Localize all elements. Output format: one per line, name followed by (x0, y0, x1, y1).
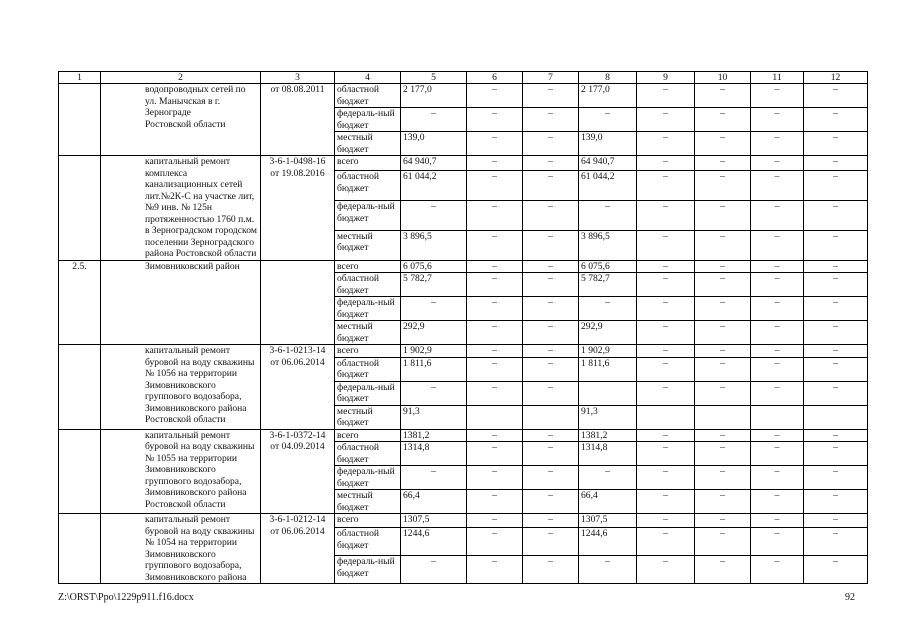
value-cell: – (637, 156, 695, 171)
value-cell: – (695, 321, 751, 345)
page-number: 92 (845, 592, 855, 603)
value-cell: – (637, 466, 695, 490)
value-cell: – (804, 528, 868, 556)
value-cell: – (523, 273, 579, 297)
header-cell: 2 (101, 72, 261, 84)
header-cell: 6 (467, 72, 523, 84)
value-cell: – (523, 345, 579, 358)
value-cell: – (467, 514, 523, 528)
value-cell: 292,9 (401, 321, 467, 345)
value-cell: – (467, 345, 523, 358)
value-cell: – (804, 466, 868, 490)
value-cell: – (804, 201, 868, 231)
value-cell: – (637, 528, 695, 556)
value-cell: – (695, 357, 751, 381)
value-cell: – (467, 273, 523, 297)
value-cell: – (751, 297, 804, 321)
value-cell: – (523, 132, 579, 156)
value-cell: – (804, 156, 868, 171)
row-number (59, 514, 101, 584)
value-cell: – (523, 514, 579, 528)
value-cell: – (523, 321, 579, 345)
value-cell: – (695, 171, 751, 201)
value-cell: – (695, 556, 751, 584)
value-cell: – (804, 442, 868, 466)
funding-source: областной бюджет (335, 171, 401, 201)
funding-source: федераль-ный бюджет (335, 201, 401, 231)
funding-source: федераль-ный бюджет (335, 108, 401, 132)
value-cell: 1314,8 (401, 442, 467, 466)
value-cell: – (804, 490, 868, 514)
value-cell: – (523, 466, 579, 490)
value-cell: – (579, 556, 637, 584)
value-cell: 3 896,5 (401, 230, 467, 260)
value-cell: – (751, 273, 804, 297)
table-row (59, 345, 868, 358)
value-cell: – (637, 230, 695, 260)
value-cell: 1 902,9 (401, 345, 467, 358)
value-cell: – (467, 466, 523, 490)
value-cell: 6 075,6 (401, 260, 467, 273)
value-cell: – (751, 260, 804, 273)
value-cell: – (523, 84, 579, 108)
value-cell: – (401, 297, 467, 321)
object-name: капитальный ремонт буровой на воду скважины № 1055 на территории Зимовниковского группового водозабора, Зимовниковского района Ростовской области (101, 429, 261, 514)
value-cell: – (804, 230, 868, 260)
value-cell: – (695, 442, 751, 466)
funding-source: федераль-ный бюджет (335, 466, 401, 490)
value-cell: – (804, 132, 868, 156)
value-cell: – (467, 357, 523, 381)
table-body (59, 72, 868, 584)
value-cell: – (695, 466, 751, 490)
value-cell: – (467, 381, 523, 405)
value-cell: – (695, 132, 751, 156)
value-cell: 2 177,0 (401, 84, 467, 108)
value-cell: – (467, 321, 523, 345)
value-cell: – (467, 442, 523, 466)
funding-source: всего (335, 429, 401, 442)
value-cell: 64 940,7 (401, 156, 467, 171)
table-row (59, 260, 868, 273)
value-cell: 292,9 (579, 321, 637, 345)
value-cell: – (695, 345, 751, 358)
value-cell: 91,3 (579, 405, 637, 429)
value-cell: – (523, 429, 579, 442)
value-cell: – (523, 201, 579, 231)
value-cell: – (695, 429, 751, 442)
header-cell: 9 (637, 72, 695, 84)
value-cell: – (637, 442, 695, 466)
header-cell: 10 (695, 72, 751, 84)
value-cell: – (804, 357, 868, 381)
value-cell: 66,4 (579, 490, 637, 514)
value-cell: – (401, 381, 467, 405)
value-cell: – (751, 556, 804, 584)
value-cell: – (804, 260, 868, 273)
value-cell: – (637, 556, 695, 584)
value-cell: – (695, 490, 751, 514)
value-cell: – (804, 321, 868, 345)
value-cell: – (695, 84, 751, 108)
value-cell: 1244,6 (401, 528, 467, 556)
object-name: капитальный ремонт буровой на воду скважины № 1056 на территории Зимовниковского группового водозабора, Зимовниковского района Ростовской области (101, 345, 261, 430)
value-cell: 2 177,0 (579, 84, 637, 108)
row-number (59, 429, 101, 514)
funding-source: местный бюджет (335, 321, 401, 345)
value-cell: – (804, 345, 868, 358)
value-cell (467, 405, 523, 429)
value-cell: – (637, 260, 695, 273)
value-cell: – (751, 381, 804, 405)
row-number: 2.5. (59, 260, 101, 345)
value-cell: 139,0 (401, 132, 467, 156)
value-cell: – (467, 84, 523, 108)
value-cell: – (804, 556, 868, 584)
value-cell: – (467, 201, 523, 231)
document-ref: от 08.08.2011 (261, 84, 335, 156)
row-number (59, 345, 101, 430)
document-ref: 3-6-1-0212-14 от 06.06.2014 (261, 514, 335, 584)
value-cell: – (804, 514, 868, 528)
value-cell: – (523, 381, 579, 405)
value-cell: – (637, 429, 695, 442)
value-cell: – (637, 514, 695, 528)
table-row (59, 514, 868, 528)
value-cell: – (523, 442, 579, 466)
value-cell: – (695, 230, 751, 260)
value-cell: – (751, 490, 804, 514)
row-number (59, 84, 101, 156)
value-cell: – (401, 466, 467, 490)
value-cell: 1381,2 (579, 429, 637, 442)
value-cell: 1 811,6 (401, 357, 467, 381)
value-cell: – (637, 132, 695, 156)
table-row (59, 156, 868, 171)
value-cell: – (467, 260, 523, 273)
value-cell: 1307,5 (401, 514, 467, 528)
funding-source: всего (335, 156, 401, 171)
file-path: Z:\ORST\Ppo\1229p911.f16.docx (58, 592, 194, 603)
value-cell: – (637, 345, 695, 358)
header-cell: 4 (335, 72, 401, 84)
value-cell: – (579, 108, 637, 132)
value-cell: – (751, 514, 804, 528)
value-cell: – (637, 297, 695, 321)
header-cell: 1 (59, 72, 101, 84)
value-cell: 1381,2 (401, 429, 467, 442)
object-name: водопроводных сетей по ул. Манычская в г. Зернограде Ростовской области (101, 84, 261, 156)
value-cell: – (467, 171, 523, 201)
value-cell (523, 405, 579, 429)
value-cell: – (804, 381, 868, 405)
value-cell: – (804, 108, 868, 132)
header-cell: 12 (804, 72, 868, 84)
value-cell: – (637, 108, 695, 132)
funding-source: областной бюджет (335, 84, 401, 108)
value-cell: – (579, 201, 637, 231)
value-cell: – (751, 230, 804, 260)
funding-source: областной бюджет (335, 357, 401, 381)
value-cell: – (637, 273, 695, 297)
budget-table (58, 71, 868, 584)
value-cell: – (467, 556, 523, 584)
value-cell (579, 381, 637, 405)
value-cell: – (523, 297, 579, 321)
value-cell: – (401, 556, 467, 584)
document-ref: 3-6-1-0213-14 от 06.06.2014 (261, 345, 335, 430)
value-cell: – (401, 201, 467, 231)
value-cell: 1307,5 (579, 514, 637, 528)
value-cell: – (804, 84, 868, 108)
value-cell: – (637, 84, 695, 108)
value-cell: – (695, 273, 751, 297)
value-cell: – (637, 201, 695, 231)
table-row (59, 84, 868, 108)
value-cell: 3 896,5 (579, 230, 637, 260)
value-cell: – (401, 108, 467, 132)
value-cell: – (695, 514, 751, 528)
funding-source: областной бюджет (335, 273, 401, 297)
value-cell: – (523, 490, 579, 514)
document-ref: 3-6-1-0372-14 от 04.09.2014 (261, 429, 335, 514)
value-cell: – (523, 528, 579, 556)
value-cell: 139,0 (579, 132, 637, 156)
value-cell (637, 405, 695, 429)
value-cell: – (751, 321, 804, 345)
value-cell: – (637, 490, 695, 514)
funding-source: местный бюджет (335, 490, 401, 514)
value-cell: – (467, 132, 523, 156)
value-cell: – (467, 528, 523, 556)
value-cell: 6 075,6 (579, 260, 637, 273)
value-cell: – (695, 260, 751, 273)
value-cell: – (751, 357, 804, 381)
funding-source: местный бюджет (335, 405, 401, 429)
header-cell: 3 (261, 72, 335, 84)
value-cell: 1244,6 (579, 528, 637, 556)
object-name: капитальный ремонт комплекса канализационных сетей лит.№2К-С на участке лит, №9 инв. № 125н протяженностью 1760 п.м. в Зерноградском городском поселении Зерноградского района Ростовской области (101, 156, 261, 261)
value-cell: – (751, 429, 804, 442)
value-cell: – (751, 108, 804, 132)
value-cell: – (523, 357, 579, 381)
funding-source: всего (335, 514, 401, 528)
value-cell: – (751, 156, 804, 171)
header-cell: 5 (401, 72, 467, 84)
value-cell: – (751, 171, 804, 201)
value-cell: – (467, 230, 523, 260)
value-cell: – (523, 156, 579, 171)
object-name: капитальный ремонт буровой на воду скважины № 1054 на территории Зимовниковского группового водозабора, Зимовниковского района (101, 514, 261, 584)
value-cell: 64 940,7 (579, 156, 637, 171)
value-cell: 1 902,9 (579, 345, 637, 358)
value-cell: 5 782,7 (401, 273, 467, 297)
header-cell: 8 (579, 72, 637, 84)
funding-source: всего (335, 345, 401, 358)
value-cell: – (804, 429, 868, 442)
value-cell: – (523, 230, 579, 260)
header-cell: 7 (523, 72, 579, 84)
funding-source: федераль-ный бюджет (335, 556, 401, 584)
value-cell: – (751, 345, 804, 358)
value-cell: – (579, 466, 637, 490)
value-cell: – (751, 201, 804, 231)
table-row (59, 429, 868, 442)
value-cell: – (804, 171, 868, 201)
value-cell (804, 405, 868, 429)
value-cell: – (751, 132, 804, 156)
value-cell: – (637, 381, 695, 405)
value-cell (695, 405, 751, 429)
value-cell: – (467, 297, 523, 321)
value-cell: 61 044,2 (401, 171, 467, 201)
value-cell: – (467, 429, 523, 442)
value-cell: – (695, 528, 751, 556)
value-cell: 66,4 (401, 490, 467, 514)
value-cell: 1314,8 (579, 442, 637, 466)
value-cell: – (523, 556, 579, 584)
value-cell: – (804, 273, 868, 297)
value-cell (751, 405, 804, 429)
value-cell: – (695, 381, 751, 405)
value-cell: – (579, 297, 637, 321)
value-cell: – (804, 297, 868, 321)
value-cell: 5 782,7 (579, 273, 637, 297)
document-ref (261, 260, 335, 345)
funding-source: местный бюджет (335, 132, 401, 156)
value-cell: – (467, 108, 523, 132)
value-cell: – (751, 528, 804, 556)
value-cell: – (695, 108, 751, 132)
funding-source: федераль-ный бюджет (335, 381, 401, 405)
funding-source: областной бюджет (335, 528, 401, 556)
row-number (59, 156, 101, 261)
value-cell: – (467, 490, 523, 514)
funding-source: местный бюджет (335, 230, 401, 260)
value-cell: – (637, 171, 695, 201)
document-ref: 3-6-1-0498-16 от 19.08.2016 (261, 156, 335, 261)
header-cell: 11 (751, 72, 804, 84)
header-row (59, 72, 868, 84)
value-cell: 61 044,2 (579, 171, 637, 201)
value-cell: – (695, 297, 751, 321)
value-cell: – (523, 171, 579, 201)
value-cell: – (751, 466, 804, 490)
value-cell: – (523, 260, 579, 273)
value-cell: – (467, 156, 523, 171)
funding-source: всего (335, 260, 401, 273)
value-cell: – (695, 201, 751, 231)
value-cell: – (751, 442, 804, 466)
funding-source: областной бюджет (335, 442, 401, 466)
value-cell: – (523, 108, 579, 132)
value-cell: – (637, 321, 695, 345)
value-cell: – (637, 357, 695, 381)
value-cell: – (751, 84, 804, 108)
funding-source: федераль-ный бюджет (335, 297, 401, 321)
value-cell: 91,3 (401, 405, 467, 429)
value-cell: – (695, 156, 751, 171)
object-name: Зимовниковский район (101, 260, 261, 345)
value-cell: 1 811,6 (579, 357, 637, 381)
